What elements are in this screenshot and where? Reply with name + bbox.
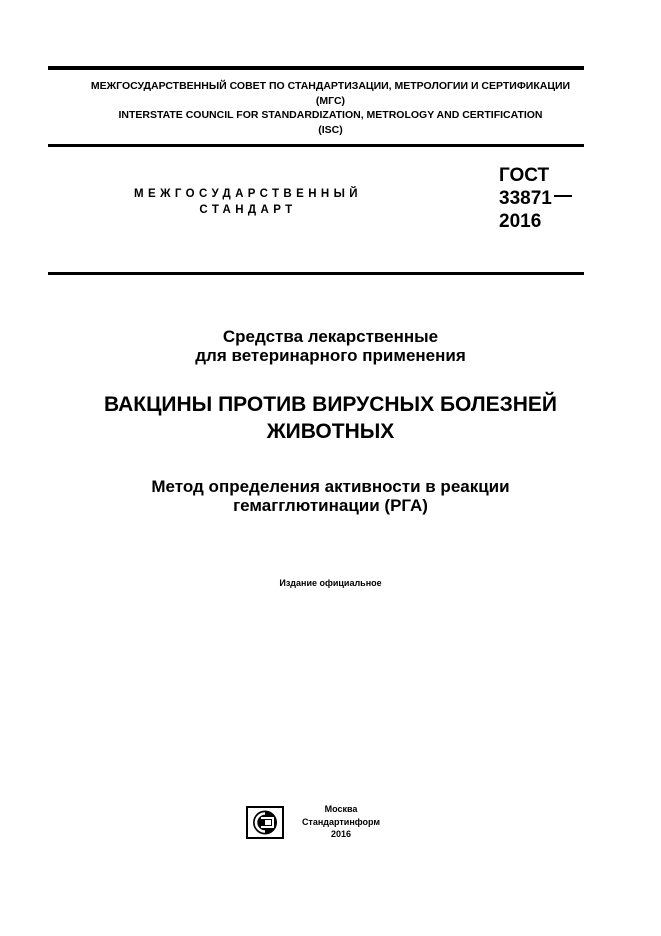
council-ru-abbr: (МГС)	[315, 94, 346, 107]
category-line1: Средства лекарственные	[222, 327, 439, 346]
publisher-name: Стандартинформ	[301, 816, 381, 827]
council-en: INTERSTATE COUNCIL FOR STANDARDIZATION, METROLOGY AND CERTIFICATION	[118, 109, 543, 121]
designation-rule	[48, 272, 584, 275]
council-header	[0, 79, 661, 137]
subtitle-line2: гемагглютинации (РГА)	[233, 496, 428, 515]
gost-label: ГОСТ	[499, 165, 550, 186]
document-category	[0, 327, 661, 365]
gost-year: 2016	[499, 211, 542, 232]
council-ru: МЕЖГОСУДАРСТВЕННЫЙ СОВЕТ ПО СТАНДАРТИЗАЦИИ, МЕТРОЛОГИИ И СЕРТИФИКАЦИИ	[90, 80, 571, 92]
gost-dash	[554, 195, 572, 197]
publisher-year: 2016	[330, 829, 352, 839]
standard-type-line1: МЕЖГОСУДАРСТВЕННЫЙ	[134, 188, 362, 200]
main-title-line1: ВАКЦИНЫ ПРОТИВ ВИРУСНЫХ БОЛЕЗНЕЙ	[103, 393, 558, 416]
main-title-line2: ЖИВОТНЫХ	[266, 420, 395, 443]
top-rule	[48, 66, 584, 70]
subtitle-line1: Метод определения активности в реакции	[151, 477, 510, 496]
standard-type-line2: СТАНДАРТ	[199, 204, 297, 216]
gost-number: 33871	[499, 188, 552, 209]
gost-designation	[499, 164, 572, 233]
edition-note: Издание официальное	[279, 578, 382, 588]
publisher-city: Москва	[324, 804, 358, 814]
header-rule	[48, 144, 584, 147]
category-line2: для ветеринарного применения	[195, 346, 466, 365]
document-subtitle	[0, 477, 661, 515]
standard-type	[118, 186, 378, 218]
document-main-title	[0, 391, 661, 445]
publisher-block	[296, 803, 386, 841]
standartinform-logo-icon	[246, 806, 284, 839]
council-en-abbr: (ISC)	[318, 123, 343, 136]
